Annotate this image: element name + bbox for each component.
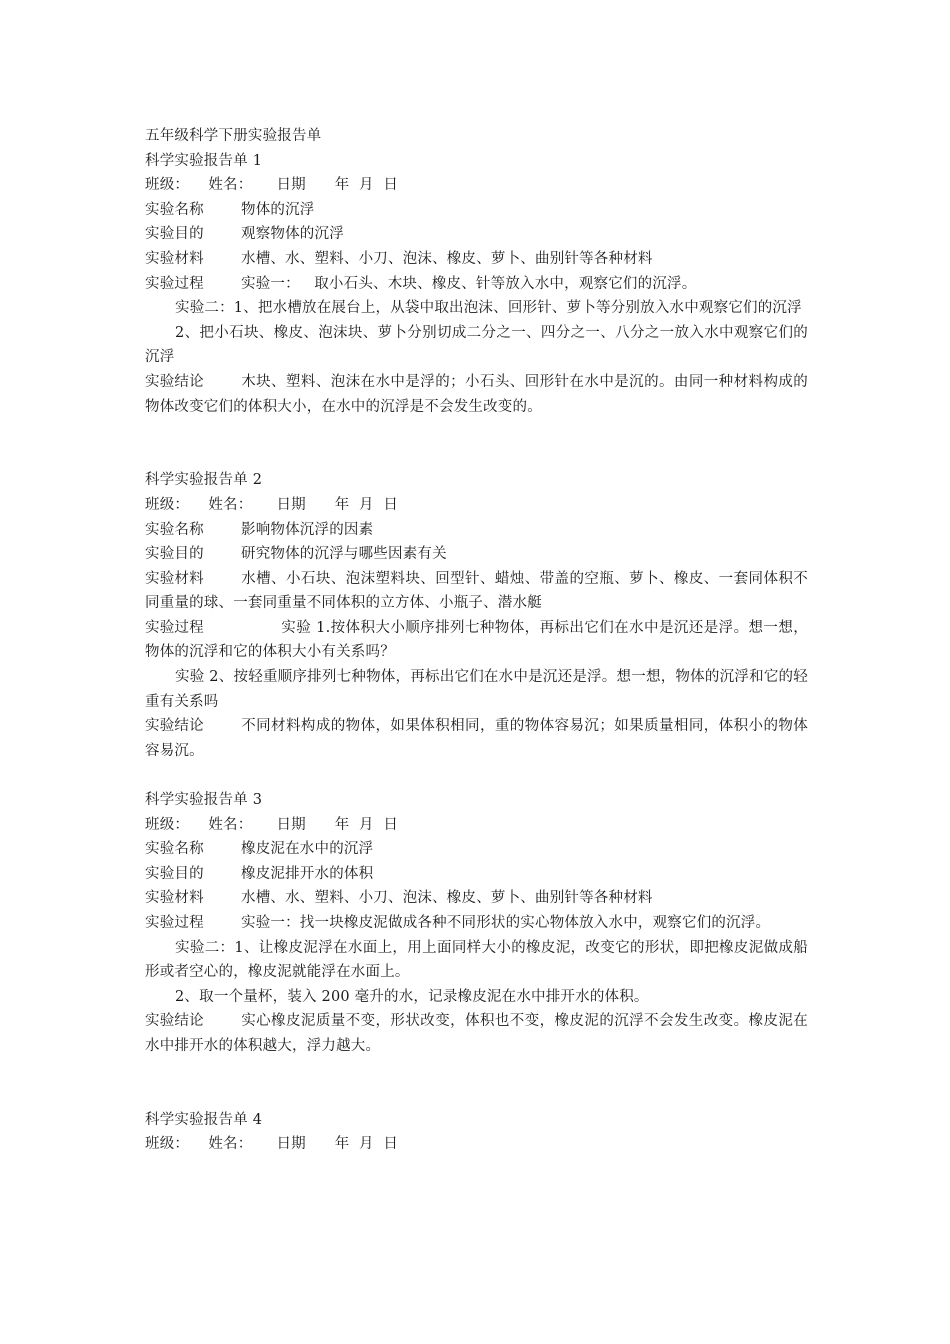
experiment-process-row xyxy=(145,911,808,936)
field-value: 实验一： 取小石头、木块、橡皮、针等放入水中，观察它们的沉浮。 xyxy=(241,275,697,292)
report-heading: 科学实验报告单 1 xyxy=(145,152,263,169)
experiment-purpose-row xyxy=(145,222,808,247)
experiment-process-row xyxy=(145,272,808,297)
experiment-process-paragraph: 实验二：1、把水槽放在展台上，从袋中取出泡沫、回形针、萝卜等分别放入水中观察它们的沉浮 xyxy=(175,300,802,317)
field-value: 影响物体沉浮的因素 xyxy=(241,521,374,538)
field-label: 实验目的 xyxy=(145,546,204,563)
field-label: 实验目的 xyxy=(145,865,204,882)
field-value: 水槽、水、塑料、小刀、泡沫、橡皮、萝卜、曲别针等各种材料 xyxy=(241,890,653,907)
field-label: 实验材料 xyxy=(145,250,204,267)
experiment-materials-row xyxy=(145,567,808,616)
field-value: 实验一：找一块橡皮泥做成各种不同形状的实心物体放入水中，观察它们的沉浮。 xyxy=(241,915,771,931)
field-value: 物体的沉浮 xyxy=(241,201,315,218)
experiment-conclusion-row xyxy=(145,714,808,763)
field-label: 实验名称 xyxy=(145,841,204,858)
experiment-name-row xyxy=(145,837,808,862)
report-info-line: 班级： 姓名： 日期 年 月 日 xyxy=(145,1136,399,1153)
experiment-name-row xyxy=(145,198,808,223)
experiment-process-row xyxy=(145,616,808,665)
report-heading: 科学实验报告单 2 xyxy=(145,472,263,489)
experiment-conclusion-row xyxy=(145,1009,808,1058)
experiment-name-row xyxy=(145,518,808,543)
experiment-materials-row xyxy=(145,886,808,911)
field-label: 实验名称 xyxy=(145,521,204,538)
experiment-purpose-row xyxy=(145,542,808,567)
field-value: 木块、塑料、泡沫在水中是浮的；小石头、回形针在水中是沉的。由同一种材料构成的物体改变它们的体积大小，在水中的沉浮是不会发生改变的。 xyxy=(145,373,808,415)
report-1 xyxy=(145,149,808,420)
experiment-process-paragraph: 实验 2、按轻重顺序排列七种物体，再标出它们在水中是沉还是浮。想一想，物体的沉浮和它的轻重有关系吗 xyxy=(145,669,808,710)
report-info-line: 班级： 姓名： 日期 年 月 日 xyxy=(145,496,399,513)
report-2 xyxy=(145,468,808,763)
field-label: 实验过程 xyxy=(145,275,204,292)
field-label: 实验结论 xyxy=(145,1013,204,1030)
field-value: 不同材料构成的物体，如果体积相同，重的物体容易沉；如果质量相同，体积小的物体容易沉。 xyxy=(145,718,808,759)
field-label: 实验结论 xyxy=(145,373,204,390)
report-info-line: 班级： 姓名： 日期 年 月 日 xyxy=(145,177,399,194)
field-label: 实验材料 xyxy=(145,570,204,587)
experiment-purpose-row xyxy=(145,862,808,887)
document-page xyxy=(145,124,808,1157)
report-heading: 科学实验报告单 4 xyxy=(145,1111,263,1128)
field-value: 橡皮泥在水中的沉浮 xyxy=(241,841,374,858)
field-value: 研究物体的沉浮与哪些因素有关 xyxy=(241,546,447,563)
field-label: 实验名称 xyxy=(145,201,204,218)
experiment-conclusion-row xyxy=(145,370,808,419)
field-label: 实验目的 xyxy=(145,226,204,243)
report-4 xyxy=(145,1108,808,1157)
field-label: 实验结论 xyxy=(145,718,204,735)
field-label: 实验材料 xyxy=(145,890,204,907)
experiment-process-paragraph: 实验二：1、让橡皮泥浮在水面上，用上面同样大小的橡皮泥，改变它的形状，即把橡皮泥做成船形或者空心的，橡皮泥就能浮在水面上。 xyxy=(145,939,808,981)
field-value: 观察物体的沉浮 xyxy=(241,226,344,243)
field-value: 橡皮泥排开水的体积 xyxy=(241,865,374,882)
report-3 xyxy=(145,788,808,1059)
field-value: 水槽、水、塑料、小刀、泡沫、橡皮、萝卜、曲别针等各种材料 xyxy=(241,250,653,267)
report-info-line: 班级： 姓名： 日期 年 月 日 xyxy=(145,816,399,833)
experiment-process-paragraph: 2、把小石块、橡皮、泡沫块、萝卜分别切成二分之一、四分之一、八分之一放入水中观察它们的沉浮 xyxy=(145,324,808,366)
field-value: 实心橡皮泥质量不变，形状改变，体积也不变，橡皮泥的沉浮不会发生改变。橡皮泥在水中排开水的体积越大，浮力越大。 xyxy=(145,1013,808,1054)
field-label: 实验过程 xyxy=(145,915,204,931)
document-title: 五年级科学下册实验报告单 xyxy=(145,128,322,144)
field-label: 实验过程 xyxy=(145,619,204,636)
report-heading: 科学实验报告单 3 xyxy=(145,792,263,809)
field-value: 水槽、小石块、泡沫塑料块、回型针、蜡烛、带盖的空瓶、萝卜、橡皮、一套同体积不同重量的球、一套同重量不同体积的立方体、小瓶子、潜水艇 xyxy=(145,570,808,612)
experiment-materials-row xyxy=(145,247,808,272)
field-value: 实验 1.按体积大小顺序排列七种物体，再标出它们在水中是沉还是浮。想一想，物体的沉浮和它的体积大小有关系吗？ xyxy=(145,619,808,661)
experiment-process-paragraph: 2、取一个量杯，装入 200 毫升的水，记录橡皮泥在水中排开水的体积。 xyxy=(175,988,649,1005)
